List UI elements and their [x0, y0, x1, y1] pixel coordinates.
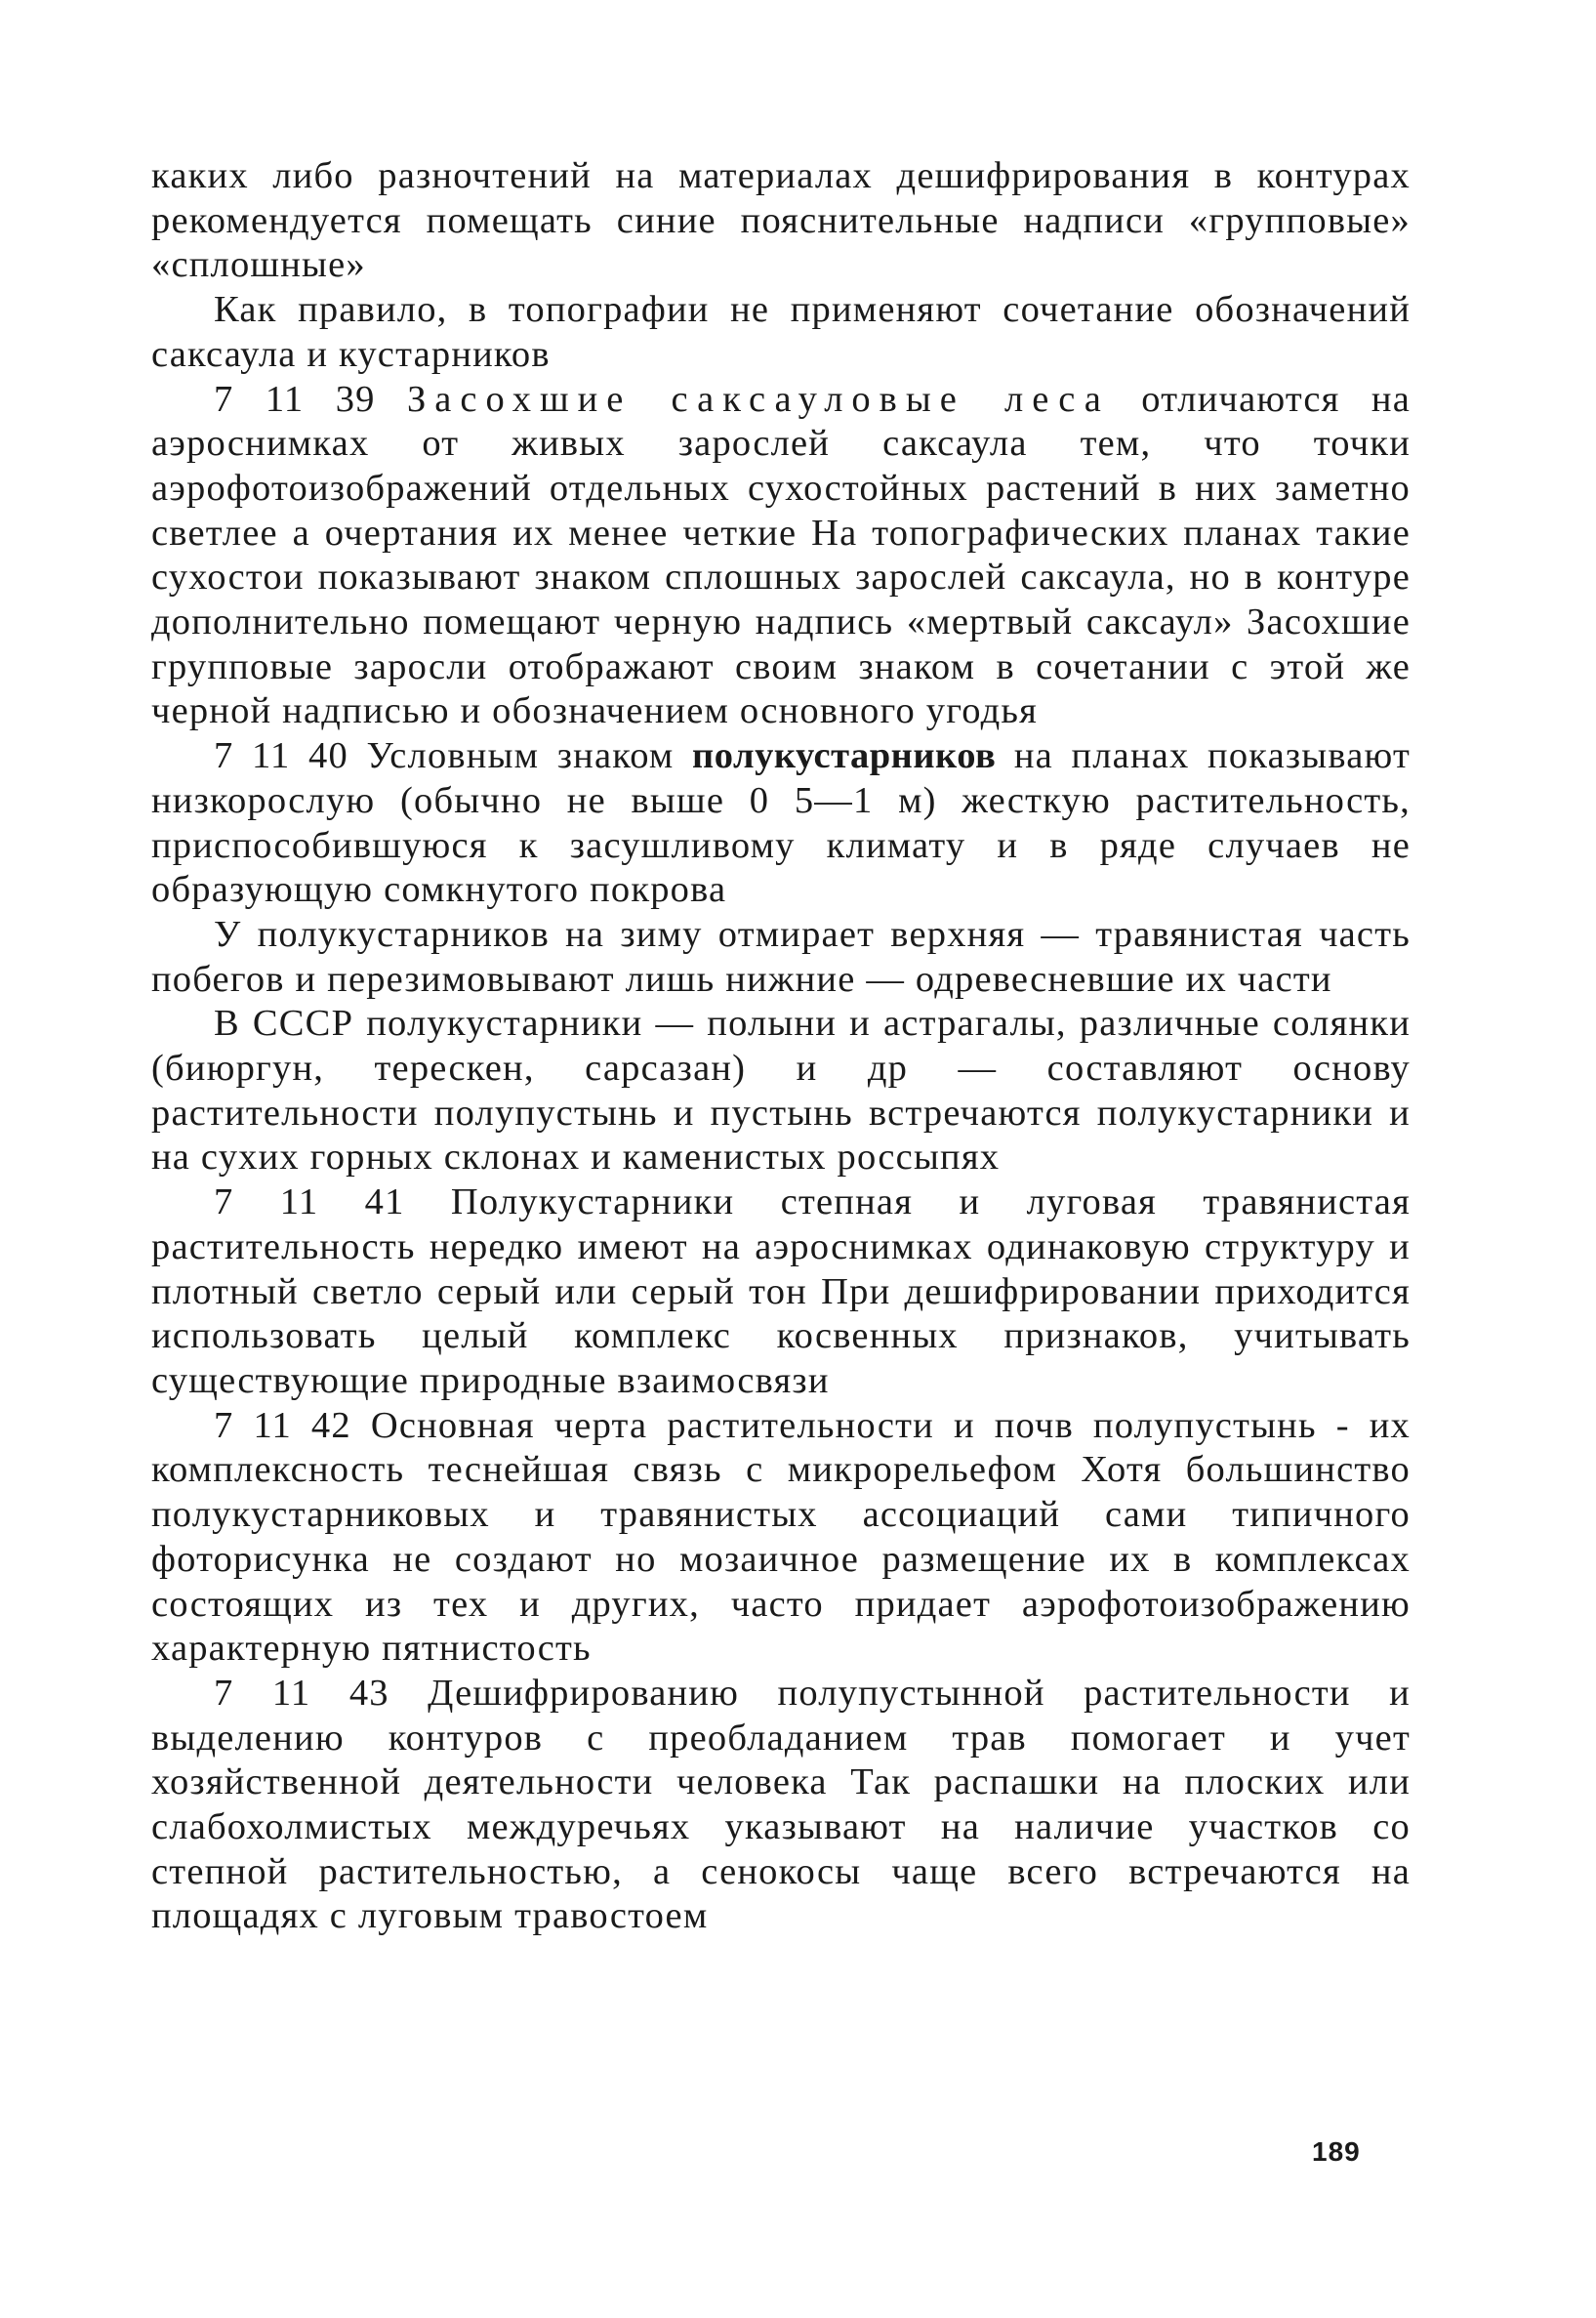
body-text — [151, 154, 1411, 1939]
paragraph: В СССР полукустарники — полыни и астрагалы, различные солянки (биюргун, терескен, сарсазан) и др — составляют основу растительности полупустынь и пустынь встречаются полукустарники и на сухих горных склонах и каменистых россыпях — [151, 1003, 1411, 1179]
section-number: 7 11 43 — [214, 1672, 389, 1714]
paragraph: Как правило, в топографии не применяют сочетание обозначений саксаула и кустарников — [151, 289, 1411, 375]
paragraph: У полукустарников на зиму отмирает верхняя — травянистая часть побегов и перезимовывают лишь нижние — одревесневшие их части — [151, 913, 1411, 1000]
paragraph-section-7-11-39: 7 11 39 Засохшие саксауловые леса отличаются на аэроснимках от живых зарослей саксаула тем, что точки аэрофотоизображений отдельных сухостойных растений в них заметно светлее а очертания их менее четкие На топографических планах такие сухостои показывают знаком сплошных зарослей саксаула, но в контуре дополнительно помещают черную надпись «мертвый саксаул» Засохшие групповые заросли отображают своим знаком в сочетании с этой же черной надписью и обозначением основного угодья — [151, 378, 1412, 732]
section-number: 7 11 42 — [214, 1404, 351, 1446]
bold-term: полукустарников — [692, 735, 997, 777]
paragraph-section-7-11-41: 7 11 41 Полукустарники степная и луговая травянистая растительность нередко имеют на аэроснимках одинаковую структуру и плотный светло серый или серый тон При дешифрировании приходится использовать целый комплекс косвенных признаков, учитывать существующие природные взаимосвязи — [151, 1181, 1411, 1401]
page-number: 189 — [1312, 2136, 1361, 2167]
paragraph-section-7-11-42: 7 11 42 Основная черта растительности и почв полупустынь - их комплексность теснейшая связь с микрорельефом Хотя большинство полукустарниковых и травянистых ассоциаций сами типичного фоторисунка не создают но мозаичное размещение их в комплексах состоящих из тех и других, часто придает аэрофотоизображению характерную пятнистость — [151, 1404, 1411, 1670]
section-number: 7 11 40 — [214, 735, 348, 777]
paragraph: каких либо разночтений на материалах дешифрирования в контурах рекомендуется помещать синие пояснительные надписи «групповые» «сплошные» — [151, 155, 1411, 286]
paragraph-section-7-11-43: 7 11 43 Дешифрированию полупустынной растительности и выделению контуров с преобладанием трав помогает и учет хозяйственной деятельности человека Так распашки на плоских или слабохолмистых междуречьях указывают на наличие участков со степной растительностью, а сенокосы чаще всего встречаются на площадях с луговым травостоем — [151, 1672, 1411, 1937]
paragraph-section-7-11-40: 7 11 40 Условным знаком полукустарников на планах показывают низкорослую (обычно не выше 0 5—1 м) жесткую растительность, приспособившуюся к засушливому климату и в ряде случаев не образующую сомкнутого покрова — [151, 735, 1412, 911]
section-number: 7 11 41 — [214, 1181, 405, 1223]
spaced-term: Засохшие саксауловые леса — [407, 378, 1110, 420]
section-number: 7 11 39 — [214, 378, 376, 420]
